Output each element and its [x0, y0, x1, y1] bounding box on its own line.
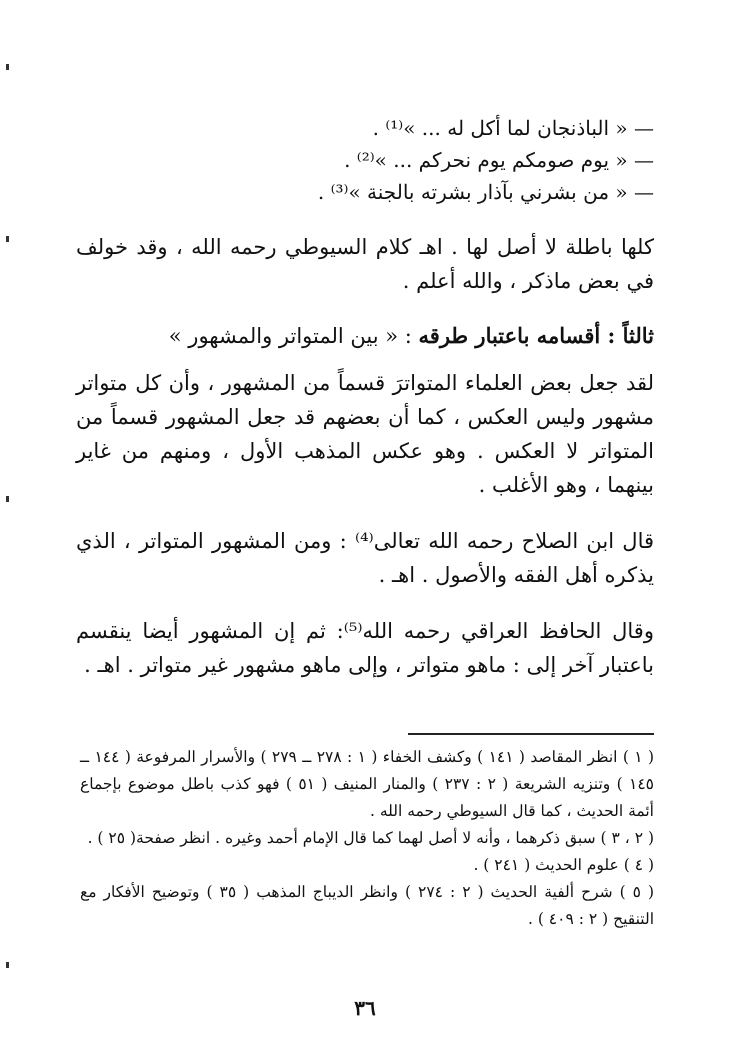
section-heading	[76, 320, 654, 352]
footnotes	[80, 744, 654, 933]
section-heading-subtitle: : « بين المتواتر والمشهور »	[168, 324, 419, 348]
footnote-divider	[408, 733, 654, 735]
paragraph-classification: لقد جعل بعض العلماء المتواترَ قسماً من المشهور ، وأن كل متواتر مشهور وليس العكس ، كما أن بعضهم قد جعل المشهور قسماً من المتواتر لا العكس . وهو عكس المذهب الأول ، ومنهم من غاير بينهما ، وهو الأغلب .	[76, 371, 654, 497]
margin-mark	[6, 236, 9, 242]
paragraph-ruling: كلها باطلة لا أصل لها . اهـ كلام السيوطي رحمه الله ، وقد خولف في بعض ماذكر ، والله أعلم .	[76, 235, 654, 293]
hadith-list	[76, 112, 654, 208]
footnote-4: ( ٤ ) علوم الحديث ( ٢٤١ ) .	[473, 856, 654, 874]
page-number: ٣٦	[354, 996, 376, 1020]
hadith-item-3: — « من بشرني بآذار بشرته بالجنة »⁽³⁾ .	[317, 180, 654, 204]
paragraph-iraqi: وقال الحافظ العراقي رحمه الله⁽⁵⁾: ثم إن المشهور أيضا ينقسم باعتبار آخر إلى : ماهو متواتر ، وإلى ماهو مشهور غير متواتر . اهـ .	[76, 619, 654, 677]
footnote-1: ( ١ ) انظر المقاصد ( ١٤١ ) وكشف الخفاء ( ١ : ٢٧٨ ــ ٢٧٩ ) والأسرار المرفوعة ( ١٤٤ ــ ١٤٥ ) وتنزيه الشريعة ( ٢ : ٢٣٧ ) والمنار المنيف ( ٥١ ) فهو كذب باطل موضوع بإجماع أئمة الحديث ، كما قال السيوطي رحمه الله .	[80, 748, 655, 820]
hadith-item-1: — « الباذنجان لما أكل له ... »⁽¹⁾ .	[372, 116, 654, 140]
hadith-item-2: — « يوم صومكم يوم نحركم ... »⁽²⁾ .	[344, 148, 654, 172]
margin-mark	[6, 496, 9, 502]
section-heading-title: ثالثاً : أقسامه باعتبار طرقه	[418, 323, 654, 348]
main-text	[76, 112, 654, 682]
paragraph-ibn-salah: قال ابن الصلاح رحمه الله تعالى⁽⁴⁾ : ومن المشهور المتواتر ، الذي يذكره أهل الفقه والأصول . اهـ .	[76, 529, 655, 587]
footnote-5: ( ٥ ) شرح ألفية الحديث ( ٢ : ٢٧٤ ) وانظر الديباج المذهب ( ٣٥ ) وتوضيح الأفكار مع التنقيح ( ٢ : ٤٠٩ ) .	[80, 883, 655, 928]
margin-mark	[6, 962, 9, 968]
margin-mark	[6, 64, 9, 70]
footnote-2-3: ( ٢ ، ٣ ) سبق ذكرهما ، وأنه لا أصل لهما كما قال الإمام أحمد وغيره . انظر صفحة( ٢٥ ) .	[87, 829, 654, 847]
